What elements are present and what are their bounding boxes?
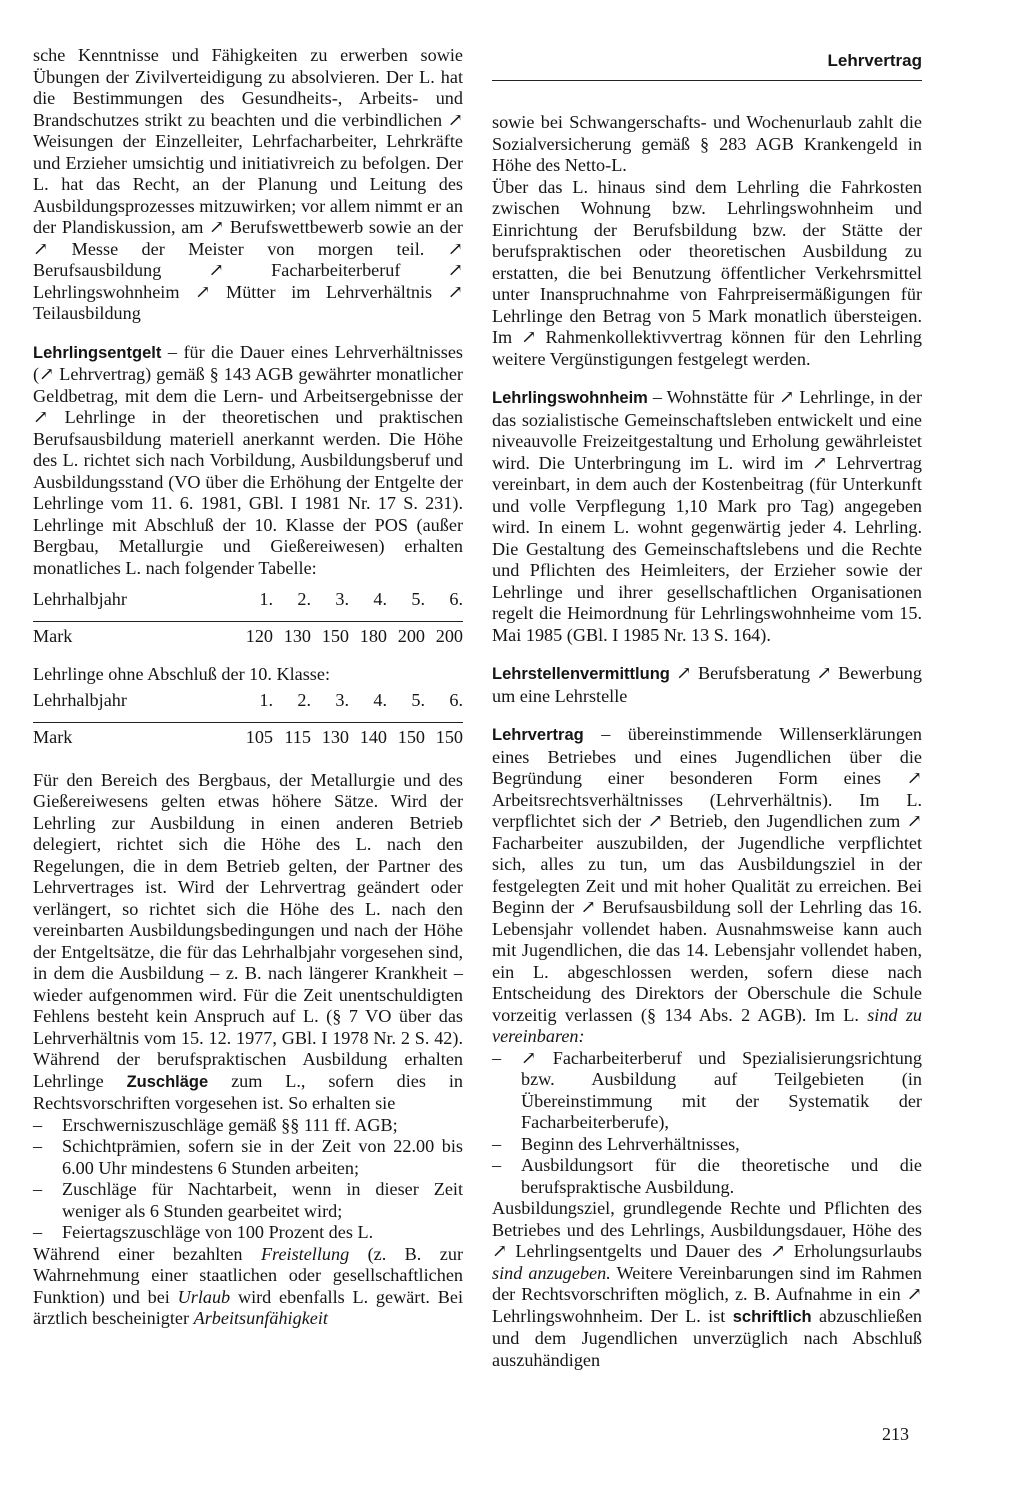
entry-text: – Wohnstätte für ↗ Lehrlinge, in der das sozialistische Gemeinschaftsleben entwickelt und eine niveauvolle Freizeitgestaltung und Erholung gewährleistet wird. Die Unterbringung im L. wird im ↗ Lehrvertrag vereinbart, in dem auch der Kostenbeitrag (für Unterkunft und volle Verpflegung 1,10 Mark pro Tag) angegeben wird. In einem L. wohnt gegenwärtig jeder 4. Lehrling. Die Gestaltung des Gemeinschaftslebens und die Rechte und Pflichten des Heimleiters, der Erzieher sowie der Lehrlinge und ihrer gesellschaftlichen Organisationen regelt die Heimordnung für Lehrlingswohnheime vom 15. Mai 1985 (GBl. I 1985 Nr. 13 S. 164). — [492, 387, 922, 645]
paragraph-text: zum L., sofern dies in Rechtsvorschriften vorgesehen ist. So erhalten sie — [33, 1070, 463, 1113]
paragraph-text: Während einer bezahlten — [33, 1243, 261, 1264]
amount-cell: 150 — [321, 626, 349, 647]
entry-lehrlingsentgelt — [33, 342, 463, 580]
semester-cell: 1. — [235, 686, 273, 723]
table-row — [33, 622, 463, 653]
list-item: – ↗ Facharbeiterberuf und Spezialisierungsrichtung bzw. Ausbildung auf Teilgebieten (in Übereinstimmung mit der Systematik der Facharbeiterberufe), — [492, 1047, 922, 1132]
list-item: – Schichtprämien, sofern sie in der Zeit von 22.00 bis 6.00 Uhr mindestens 6 Stunden arbeiten; — [33, 1136, 463, 1178]
italic-term: sind zu vereinbaren: — [492, 1004, 922, 1046]
entry-lehrvertrag — [492, 724, 922, 1048]
amount-cell: 130 — [283, 626, 311, 647]
entry-text: – übereinstimmende Willenserklärungen eines Betriebes und eines Jugendlichen über die Begründung einer besonderen Form eines ↗ Arbeitsrechtsverhältnisses (Lehrverhältnis). Im L. verpflichtet sich der ↗ Betrieb, den Jugendlichen zum ↗ Facharbeiter auszubilden, der Jugendliche verpflichtet sich, alles zu tun, um das Ausbildungsziel in der festgelegten Zeit und mit hoher Qualität zu erreichen. Bei Beginn der ↗ Berufsausbildung soll der Lehrling das 16. Lebensjahr vollendet haben. Ausnahmsweise kann auch mit Jugendlichen, die das 14. Lebensjahr vollendet haben, ein L. abgeschlossen werden, sofern diese nach Entscheidung des Direktors der Oberschule die Schule vorzeitig verlassen (§ 134 Abs. 2 AGB). Im L. — [492, 724, 922, 1025]
entry-paragraph: Über das L. hinaus sind dem Lehrling die Fahrkosten zwischen Wohnung bzw. Lehrlingswohnheim und Einrichtung der Berufsbildung bzw. der Stätte der berufspraktischen oder theoretischen Ausbildung zu erstatten, die bei Benutzung öffentlicher Verkehrsmittel unter Inanspruchnahme von Fahrpreisermäßigungen für Lehrlinge den Betrag von 5 Mark monatlich übersteigen. Im ↗ Rahmenkollektivvertrag können für den Lehrling weitere Vergünstigungen festgelegt werden. — [492, 176, 922, 369]
paragraph-text: abzuschließen und dem Jugendlichen unverzüglich nach Abschluß auszuhändigen — [492, 1305, 923, 1370]
amount-cell: 180 — [359, 626, 387, 647]
entry-lehrstellenvermittlung — [492, 663, 922, 707]
semester-cell: 6. — [425, 686, 463, 723]
list-item: – Erschwerniszuschläge gemäß §§ 111 ff. AGB; — [33, 1115, 463, 1137]
header-title: Lehrvertrag — [827, 51, 922, 70]
semester-cell: 5. — [387, 686, 425, 723]
entry-term: Lehrstellenvermittlung — [492, 665, 670, 683]
list-item-text: Schichtprämien, sofern sie in der Zeit von 22.00 bis 6.00 Uhr mindestens 6 Stunden arbeiten; — [62, 1136, 463, 1178]
table-header-row — [33, 686, 463, 723]
amount-cell: 140 — [359, 726, 387, 747]
entry-continuation: sowie bei Schwangerschafts- und Wochenurlaub zahlt die Sozialversicherung gemäß § 283 AGB Krankengeld in Höhe des Netto-L. — [492, 112, 922, 175]
amount-cell: 150 — [435, 726, 463, 747]
italic-term: Freistellung — [260, 1243, 350, 1264]
entry-continuation: sche Kenntnisse und Fähigkeiten zu erwerben sowie Übungen der Zivilverteidigung zu absolvieren. Der L. hat die Bestimmungen des Gesundheits-, Arbeits- und Brandschutzes strikt zu beachten und die verbindlichen ↗ Weisungen der Einzelleiter, Lehrfacharbeiter, Lehrkräfte und Erzieher umsichtig und initiativreich zu befolgen. Der L. hat das Recht, an der Planung und Leitung des Ausbildungsprozesses mitzuwirken; vor allem nimmt er an der Plandiskussion, am ↗ Berufswettbewerb sowie an der ↗ Messe der Meister von morgen teil. ↗ Berufsausbildung ↗ Facharbeiterberuf ↗ Lehrlingswohnheim ↗ Mütter im Lehrverhältnis ↗ Teilausbildung — [33, 45, 463, 323]
semester-cell: 6. — [425, 585, 463, 622]
list-item: – Beginn des Lehrverhältnisses, — [492, 1134, 922, 1156]
list-item: – Feiertagszuschläge von 100 Prozent des L. — [33, 1222, 463, 1244]
entry-paragraph — [33, 1244, 463, 1330]
amount-cell: 150 — [397, 726, 425, 747]
paragraph-text: (z. B. zur Wahrnehmung einer staatlichen oder gesellschaftlichen Funktion) und bei — [33, 1243, 463, 1307]
entry-text: ↗ Berufsberatung ↗ Bewerbung um eine Lehrstelle — [492, 663, 922, 706]
italic-term: Arbeitsunfähigkeit — [193, 1308, 328, 1328]
entry-paragraph — [492, 1198, 922, 1371]
bold-term: schriftlich — [732, 1307, 812, 1326]
entry-paragraph — [33, 770, 463, 1115]
paragraph-text: Ausbildungsziel, grundlegende Rechte und Pflichten des Betriebes und des Lehrlings, Ausbildungsdauer, Höhe des ↗ Lehrlingsentgelts und Dauer des ↗ Erholungsurlaubs — [492, 1198, 922, 1261]
semester-cell: 2. — [273, 686, 311, 723]
semester-cell: 4. — [349, 686, 387, 723]
amount-cell: 200 — [435, 626, 463, 647]
entry-text: – für die Dauer eines Lehrverhältnisses (↗ Lehrvertrag) gemäß § 143 AGB gewährter monatlicher Geldbetrag, mit dem die Lern- und Arbeitsergebnisse der ↗ Lehrlinge in der theoretischen und praktischen Berufsausbildung materiell anerkannt werden. Die Höhe des L. richtet sich nach Vorbildung, Ausbildungsberuf und Ausbildungsstand (VO über die Erhöhung der Entgelte der Lehrlinge vom 11. 6. 1981, GBl. I 1981 Nr. 17 S. 231). Lehrlinge mit Abschluß der 10. Klasse der POS (außer Bergbau, Metallurgie und Gießereiwesen) erhalten monatliches L. nach folgender Tabelle: — [33, 341, 463, 578]
list-item: – Ausbildungsort für die theoretische und die berufspraktische Ausbildung. — [492, 1155, 922, 1197]
paragraph-text: Weitere Vereinbarungen sind im Rahmen der Rechtsvorschriften möglich, z. B. Aufnahme in ein ↗ Lehrlingswohnheim. Der L. ist — [492, 1262, 922, 1326]
entry-lehrlingswohnheim — [492, 387, 922, 646]
bold-term: Zuschläge — [126, 1072, 209, 1091]
list-item-text: Zuschläge für Nachtarbeit, wenn in dieser Zeit weniger als 6 Stunden gearbeitet wird; — [62, 1179, 463, 1221]
row-label: Lehrhalbjahr — [33, 585, 235, 622]
list-item-text: ↗ Facharbeiterberuf und Spezialisierungsrichtung bzw. Ausbildung auf Teilgebieten (in Übereinstimmung mit der Systematik der Facharbeiterberufe), — [521, 1047, 922, 1132]
row-label: Lehrhalbjahr — [33, 686, 235, 723]
semester-cell: 2. — [273, 585, 311, 622]
semester-cell: 5. — [387, 585, 425, 622]
table-row — [33, 722, 463, 753]
left-column — [33, 45, 463, 1330]
list-item-text: Beginn des Lehrverhältnisses, — [521, 1133, 740, 1154]
table-caption: Lehrlinge ohne Abschluß der 10. Klasse: — [33, 664, 330, 684]
paragraph-text: Für den Bereich des Bergbaus, der Metallurgie und des Gießereiwesens gelten etwas höhere Sätze. Wird der Lehrling zur Ausbildung in einen anderen Betrieb delegiert, richtet sich die Höhe des L. nach den Regelungen, die in dem Betrieb gelten, der Partner des Lehrvertrages ist. Wird der Lehrvertrag geändert oder verlängert, so richtet sich die Höhe des L. nach den vereinbarten Ausbildungsbedingungen und nach der Höhe der Entgeltsätze, die für das Lehrhalbjahr vorgesehen sind, in dem die Ausbildung – z. B. nach längerer Krankheit – wieder aufgenommen wird. Für die Zeit unentschuldigten Fehlens besteht kein Anspruch auf L. (§ 7 VO über das Lehrverhältnis vom 15. 12. 1977, GBl. I 1978 Nr. 2 S. 42). Während der berufspraktischen Ausbildung erhalten Lehrlinge — [33, 769, 463, 1091]
semester-cell: 4. — [349, 585, 387, 622]
list-item-text: Erschwerniszuschläge gemäß §§ 111 ff. AGB; — [62, 1114, 398, 1135]
row-label: Mark — [33, 626, 73, 647]
row-label: Mark — [33, 726, 73, 747]
italic-term: Urlaub — [177, 1286, 231, 1307]
semester-cell: 3. — [311, 585, 349, 622]
table-header-row — [33, 585, 463, 622]
list-item-text: Ausbildungsort für die theoretische und die berufspraktische Ausbildung. — [521, 1155, 922, 1197]
running-header — [492, 50, 922, 81]
fee-table-without-degree — [33, 686, 463, 753]
entry-term: Lehrlingsentgelt — [33, 343, 162, 362]
page-number: 213 — [882, 1424, 909, 1444]
amount-cell: 130 — [321, 726, 349, 747]
italic-term: sind anzugeben. — [492, 1262, 611, 1283]
right-column — [492, 112, 922, 1371]
entry-term: Lehrlingswohnheim — [492, 389, 648, 407]
semester-cell: 1. — [235, 585, 273, 622]
amount-cell: 120 — [245, 626, 273, 647]
paragraph-text: wird ebenfalls L. gewärt. Bei ärztlich bescheinigter — [33, 1286, 463, 1328]
fee-table-with-degree — [33, 585, 463, 652]
list-item-text: Feiertagszuschläge von 100 Prozent des L. — [62, 1222, 374, 1242]
entry-term: Lehrvertrag — [492, 726, 584, 744]
amount-cell: 115 — [284, 726, 311, 747]
amount-cell: 105 — [245, 726, 273, 747]
amount-cell: 200 — [397, 626, 425, 647]
list-item: – Zuschläge für Nachtarbeit, wenn in dieser Zeit weniger als 6 Stunden gearbeitet wird; — [33, 1179, 463, 1221]
semester-cell: 3. — [311, 686, 349, 723]
